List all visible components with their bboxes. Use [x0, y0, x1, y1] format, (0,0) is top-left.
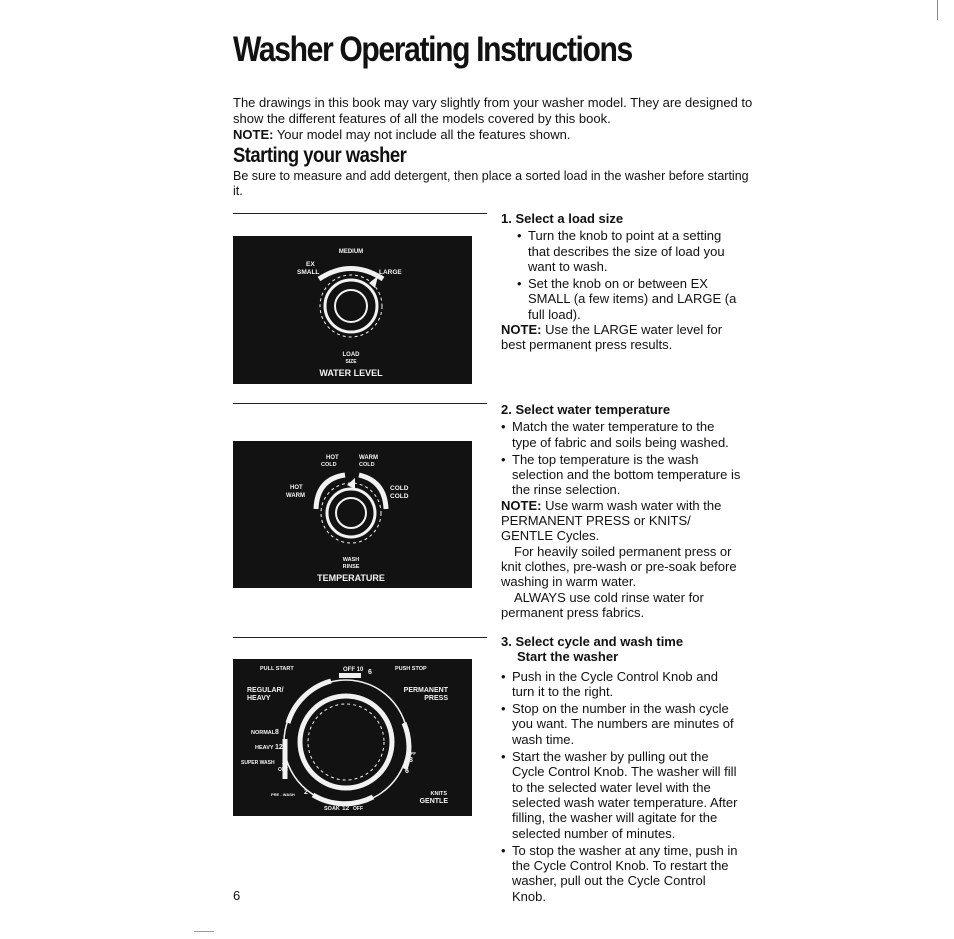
label-load: LOAD [342, 352, 360, 358]
step-2-bullet: • The top temperature is the wash selection and the bottom temperature is the rinse selection. [501, 452, 741, 498]
label-pre-wash-num: 2 [304, 789, 308, 796]
knob-pointer-icon [339, 673, 361, 678]
label-soak: SOAK [324, 806, 340, 812]
label-heavy-num: 12 [275, 744, 283, 751]
label-rinse: RINSE [342, 564, 360, 570]
label-heavy-cycle: HEAVY [255, 745, 274, 751]
label-left-warm: WARM [286, 493, 305, 499]
temperature-panel [233, 441, 472, 588]
label-normal: NORMAL [251, 730, 276, 736]
step-1-note [501, 322, 737, 353]
label-heavy: HEAVY [247, 695, 271, 702]
label-soak-num: 12 [342, 805, 350, 812]
note-text: Use warm wash water with the PERMANENT PRESS or KNITS/ GENTLE Cycles. [501, 497, 722, 544]
divider-rule [233, 403, 487, 404]
step-3-bullet: • Start the washer by pulling out the Cycle Control Knob. The washer will fill to the selected water level with the selected wash water temperature. After filling, the washer will agitate for the selected number of minutes. [501, 749, 741, 841]
label-push-stop: PUSH STOP [395, 666, 427, 672]
cycle-control-panel [233, 659, 472, 816]
intro-note-text: Your model may not include all the features shown. [273, 127, 571, 142]
page-title: Washer Operating Instructions [233, 30, 632, 69]
label-off-right: OFF [407, 751, 416, 756]
step-2-heading: 2. Select water temperature [501, 402, 671, 417]
step-2-para-text: For heavily soiled permanent press or knit clothes, pre-wash or pre-soak before washing in warm water. [501, 543, 737, 590]
label-top-warm: WARM [359, 455, 378, 461]
step-2-para [501, 544, 741, 590]
label-off-10: OFF 10 [343, 667, 364, 673]
step-2-para-text: ALWAYS use cold rinse water for permanent press fabrics. [501, 589, 704, 620]
label-permanent: PERMANENT [403, 687, 448, 694]
panel-caption-temperature: TEMPERATURE [317, 573, 385, 583]
step-3-bullet: • Stop on the number in the wash cycle you want. The numbers are minutes of wash time. [501, 701, 741, 747]
label-large: LARGE [379, 269, 402, 276]
step-1-heading: 1. Select a load size [501, 211, 624, 226]
water-level-panel [233, 236, 472, 384]
label-press: PRESS [424, 695, 448, 702]
water-level-knob[interactable] [335, 290, 367, 322]
step-1-bullet: • Turn the knob to point at a setting that describes the size of load you want to wash. [517, 228, 737, 274]
label-six: 6 [368, 669, 372, 676]
note-label: NOTE: [233, 127, 274, 142]
note-label: NOTE: [501, 322, 542, 338]
label-wash: WASH [342, 557, 360, 563]
label-gentle: GENTLE [419, 798, 448, 805]
label-soak-off: OFF [353, 806, 363, 812]
step-1-bullet: • Set the knob on or between EX SMALL (a few items) and LARGE (a full load). [517, 276, 737, 322]
label-pull-start: PULL START [260, 666, 294, 672]
step-2-note [501, 498, 741, 544]
step-2-bullet: • Match the water temperature to the type of fabric and soils being washed. [501, 419, 741, 450]
label-super-wash: SUPER WASH [241, 760, 275, 766]
note-label: NOTE: [501, 497, 542, 513]
step-3-bullet: • Push in the Cycle Control Knob and turn it to the right. [501, 669, 741, 700]
section-heading: Starting your washer [233, 144, 407, 167]
label-small: SMALL [297, 269, 320, 276]
intro-block [233, 95, 753, 143]
label-regular: REGULAR/ [247, 687, 284, 694]
label-right-cold-2: COLD [390, 493, 409, 500]
temperature-knob[interactable] [336, 498, 366, 528]
scale-arc [319, 269, 383, 280]
label-top-cold: COLD [321, 462, 337, 468]
step-3-heading: 3. Select cycle and wash time [501, 634, 684, 649]
step-2 [501, 402, 741, 620]
label-pre-wash: PRE - WASH [271, 792, 295, 797]
page-edge-mark [194, 931, 214, 932]
divider-rule [233, 213, 487, 214]
panel-caption-water-level: WATER LEVEL [319, 368, 383, 378]
label-top-cold-2: COLD [359, 462, 375, 468]
label-right-8: 8 [409, 757, 413, 764]
label-medium: MEDIUM [338, 249, 364, 255]
intro-text: The drawings in this book may vary slightly from your washer model. They are designed to show the different features of all the models covered by this book. [233, 95, 753, 126]
cycle-arc-right [404, 723, 409, 769]
label-right-cold: COLD [390, 485, 409, 492]
knob-pointer-icon [369, 276, 378, 288]
section-intro: Be sure to measure and add detergent, then place a sorted load in the washer before starting it. [233, 169, 749, 198]
step-2-para [501, 590, 741, 621]
page-edge-mark [937, 0, 938, 20]
cycle-arc-bottom [313, 795, 373, 804]
step-3-subheading: Start the washer [517, 649, 619, 665]
label-normal-num: 8 [275, 729, 279, 736]
step-1 [501, 211, 737, 353]
label-ex: EX [306, 261, 315, 268]
step-3-bullet: • To stop the washer at any time, push in the Cycle Control Knob. To restart the washer, pull out the Cycle Control Knob. [501, 843, 741, 904]
label-super-num: 2 [282, 759, 286, 766]
page-number: 6 [233, 888, 241, 903]
label-right-6: 6 [405, 768, 409, 775]
label-left-hot: HOT [290, 485, 303, 491]
label-size: SIZE [345, 359, 357, 365]
intro-note [233, 127, 753, 143]
label-knits: KNITS [430, 791, 447, 797]
label-off: OFF [278, 767, 288, 773]
note-text: Use the LARGE water level for best permanent press results. [501, 322, 723, 353]
step-3 [501, 634, 741, 904]
divider-rule [233, 637, 487, 638]
label-top-hot: HOT [326, 455, 339, 461]
cycle-control-knob[interactable] [308, 704, 384, 780]
